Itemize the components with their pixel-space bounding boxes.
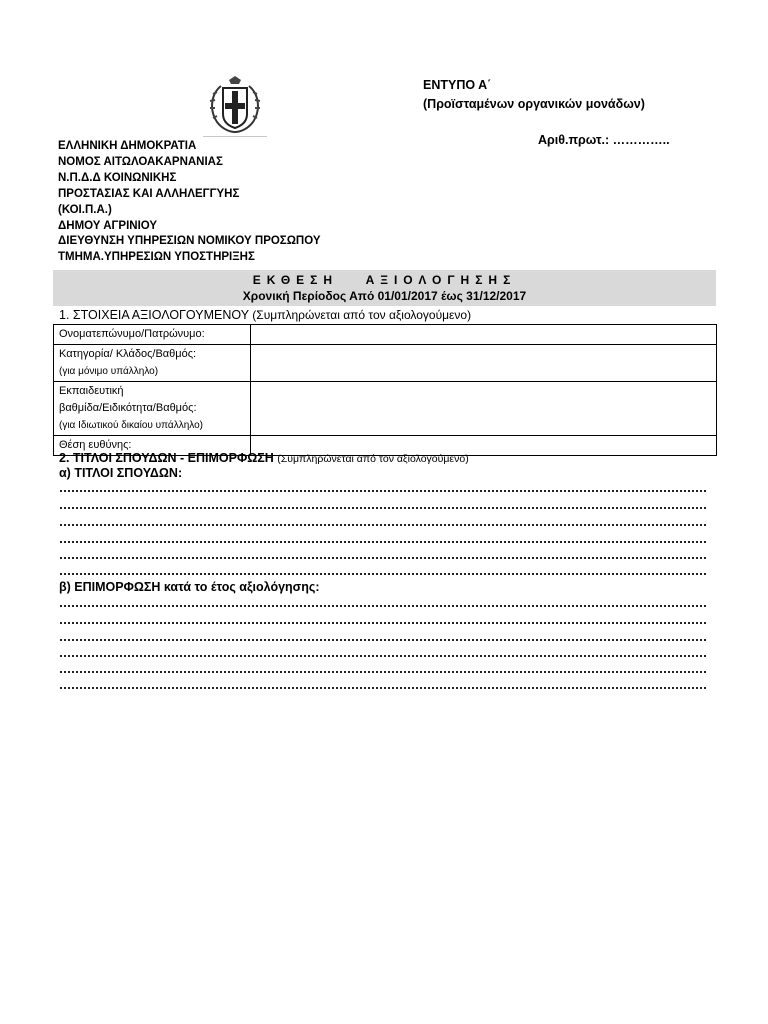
dotted-fill-line[interactable] <box>60 557 706 559</box>
section2-heading <box>59 451 469 465</box>
authority-line: ΤΜΗΜΑ.ΥΠΗΡΕΣΙΩΝ ΥΠΟΣΤΗΡΙΞΗΣ <box>58 251 255 264</box>
form-subtitle: (Προϊσταμένων οργανικών μονάδων) <box>423 97 645 111</box>
authority-block <box>58 139 321 266</box>
field-label: Ονοματεπώνυμο/Πατρώνυμο: <box>54 325 251 345</box>
protocol-number: Αριθ.πρωτ.: ………….. <box>538 133 670 147</box>
greek-coat-of-arms-icon <box>203 74 267 137</box>
dotted-fill-line[interactable] <box>60 541 706 543</box>
field-value-name[interactable] <box>251 325 717 345</box>
report-title-band <box>53 270 716 306</box>
dotted-fill-line[interactable] <box>60 655 706 657</box>
field-sublabel: (για μόνιμο υπάλληλο) <box>59 366 159 377</box>
dotted-fill-line[interactable] <box>60 507 706 509</box>
dotted-fill-line[interactable] <box>60 639 706 641</box>
authority-line: ΔΙΕΥΘΥΝΣΗ ΥΠΗΡΕΣΙΩΝ ΝΟΜΙΚΟΥ ΠΡΟΣΩΠΟΥ <box>58 235 321 248</box>
dotted-fill-line[interactable] <box>60 605 706 607</box>
section2-note: (Συμπληρώνεται από τον αξιολογούμενο) <box>277 453 469 465</box>
report-period: Χρονική Περίοδος Από 01/01/2017 έως 31/12/2017 <box>242 289 527 303</box>
field-value-education[interactable] <box>251 382 717 436</box>
form-type: ΕΝΤΥΠΟ Α΄ <box>423 78 492 92</box>
field-label: Θέση ευθύνης: <box>54 436 251 456</box>
field-value-category[interactable] <box>251 345 717 382</box>
section1-heading <box>59 308 471 322</box>
dotted-fill-line[interactable] <box>60 671 706 673</box>
field-sublabel: (για Ιδιωτικού δικαίου υπάλληλο) <box>59 420 203 431</box>
dotted-fill-line[interactable] <box>60 490 706 492</box>
section2-title: 2. ΤΙΤΛΟΙ ΣΠΟΥΔΩΝ - ΕΠΙΜΟΡΦΩΣΗ <box>59 451 274 465</box>
section1-title: 1. ΣΤΟΙΧΕΙΑ ΑΞΙΟΛΟΓΟΥΜΕΝΟΥ <box>59 308 249 322</box>
authority-line: (ΚΟΙ.Π.Α.) <box>58 203 112 216</box>
degrees-heading: α) ΤΙΤΛΟΙ ΣΠΟΥΔΩΝ: <box>59 466 183 480</box>
training-heading: β) ΕΠΙΜΟΡΦΩΣΗ κατά το έτος αξιολόγησης: <box>59 580 320 594</box>
form-type-block <box>423 76 645 114</box>
authority-line: Ν.Π.Δ.Δ ΚΟΙΝΩΝΙΚΗΣ <box>58 171 177 184</box>
field-label <box>54 382 251 436</box>
dotted-fill-line[interactable] <box>60 622 706 624</box>
table-row <box>54 325 717 345</box>
dotted-fill-line[interactable] <box>60 524 706 526</box>
coat-of-arms-graphic <box>203 74 267 136</box>
section1-note: (Συμπληρώνεται από τον αξιολογούμενο) <box>252 308 472 322</box>
table-row <box>54 345 717 382</box>
authority-line: ΠΡΟΣΤΑΣΙΑΣ ΚΑΙ ΑΛΛΗΛΕΓΓΥΗΣ <box>58 187 240 200</box>
dotted-fill-line[interactable] <box>60 687 706 689</box>
report-title: ΕΚΘΕΣΗ ΑΞΙΟΛΟΓΗΣΗΣ <box>252 273 517 287</box>
field-label: Κατηγορία/ Κλάδος/Βαθμός: (για μόνιμο υπάλληλο) <box>54 345 251 382</box>
authority-line: ΔΗΜΟΥ ΑΓΡΙΝΙΟΥ <box>58 219 158 232</box>
field-label-multiline: Εκπαιδευτική βαθμίδα/Ειδικότητα/Βαθμός: <box>59 385 197 414</box>
authority-line: ΕΛΛΗΝΙΚΗ ΔΗΜΟΚΡΑΤΙΑ <box>58 140 197 152</box>
dotted-fill-line[interactable] <box>60 573 706 575</box>
authority-line: ΝΟΜΟΣ ΑΙΤΩΛΟΑΚΑΡΝΑΝΙΑΣ <box>58 155 223 168</box>
evaluee-info-table <box>53 324 717 456</box>
table-row <box>54 382 717 436</box>
